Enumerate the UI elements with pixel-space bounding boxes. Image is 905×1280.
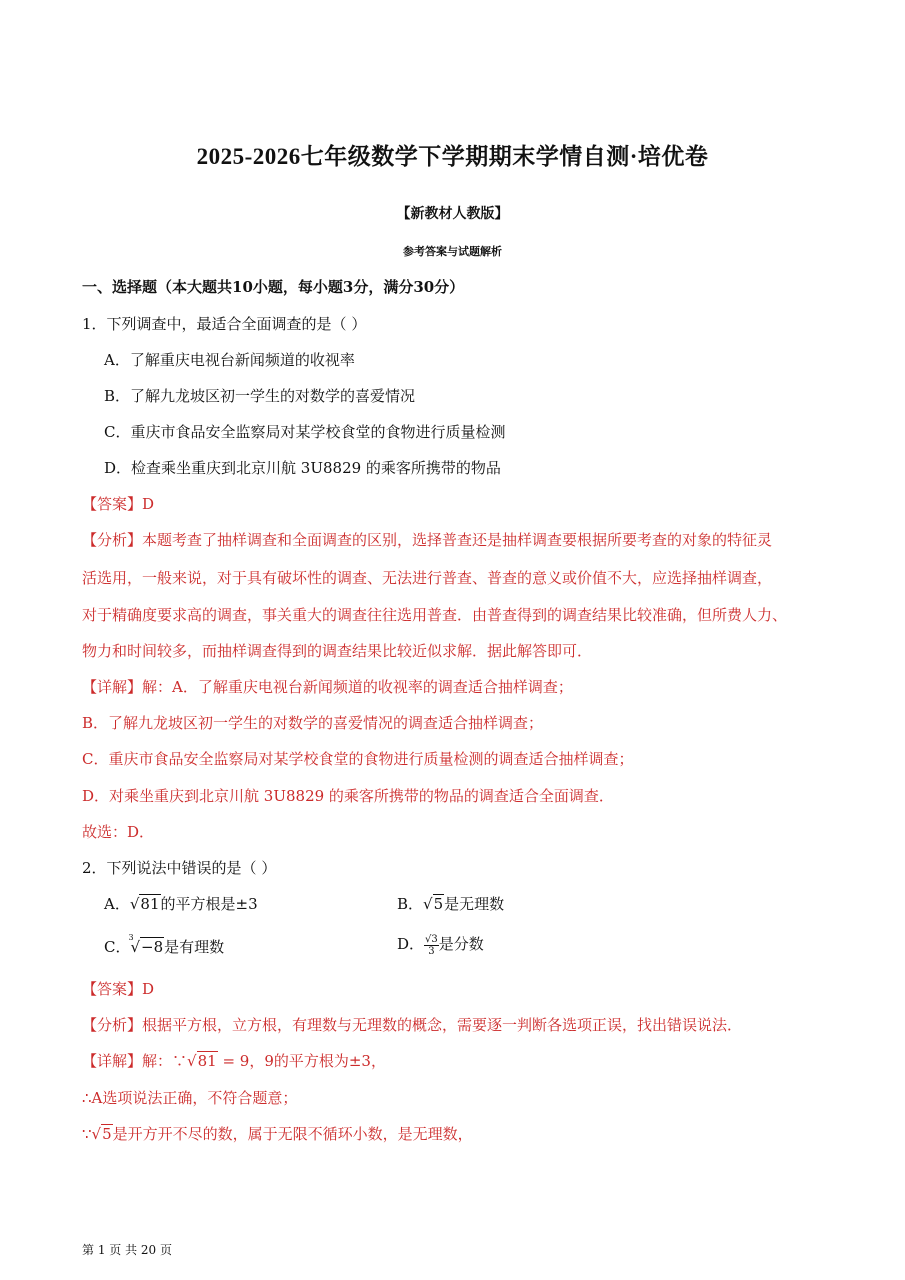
question-1-conclusion: 故选：D． (82, 823, 155, 841)
question-2-detail-line-1 (82, 1050, 386, 1071)
document-title: 2025-2026七年级数学下学期期末学情自测·培优卷 (196, 144, 709, 169)
question-1-option-c: C．重庆市食品安全监察局对某学校食堂的食物进行质量检测 (104, 423, 506, 441)
option-c-text: 是有理数 (164, 938, 225, 956)
question-2-analysis: 【分析】根据平方根，立方根，有理数与无理数的概念，需要逐一判断各选项正误，找出错误说法． (82, 1016, 743, 1034)
option-c-prefix: C． (104, 938, 131, 956)
question-1-option-b: B．了解九龙坡区初一学生的对数学的喜爱情况 (104, 387, 416, 405)
answer-value: D (142, 495, 155, 513)
question-2-detail-line-3 (82, 1123, 473, 1144)
detail-text: = 9，9的平方根为±3， (217, 1052, 386, 1070)
question-2-option-b (397, 893, 504, 914)
answer-tag: 【答案】 (82, 495, 143, 513)
answer-analysis-label: 参考答案与试题解析 (403, 245, 502, 258)
question-1-option-d: D．检查乘坐重庆到北京川航 3U8829 的乘客所携带的物品 (104, 459, 501, 477)
question-1-stem: 1．下列调查中，最适合全面调查的是（ ） (82, 315, 367, 333)
radicand: 81 (197, 1052, 217, 1070)
root-index: 3 (128, 933, 134, 942)
radicand: 5 (433, 895, 444, 913)
sqrt-5: √5 (423, 895, 444, 913)
edition-label: 【新教材人教版】 (396, 206, 509, 222)
question-2-answer (82, 978, 154, 999)
option-d-prefix: D． (397, 935, 425, 953)
answer-value: D (142, 980, 155, 998)
option-a-prefix: A． (104, 895, 130, 913)
radicand: 5 (102, 1125, 112, 1143)
question-1-analysis-line-3: 对于精确度要求高的调查，事关重大的调查往往选用普查．由普查得到的调查结果比较准确，但所费人力、 (82, 606, 788, 624)
question-2-option-c (104, 933, 225, 957)
question-1-analysis-line-4: 物力和时间较多，而抽样调查得到的调查结果比较近似求解．据此解答即可． (82, 642, 593, 660)
question-1-option-a: A．了解重庆电视台新闻频道的收视率 (104, 351, 355, 369)
sqrt-5: √5 (91, 1125, 112, 1143)
question-1-detail-line-3: C．重庆市食品安全监察局对某学校食堂的食物进行质量检测的调查适合抽样调查； (82, 750, 634, 768)
option-b-text: 是无理数 (444, 895, 505, 913)
question-1-detail-line-4: D．对乘坐重庆到北京川航 3U8829 的乘客所携带的物品的调查适合全面调查． (82, 787, 614, 805)
question-2-option-d (397, 933, 484, 957)
fraction-sqrt3-over-3 (424, 934, 439, 957)
question-2-detail-line-2: ∴A选项说法正确，不符合题意； (82, 1089, 298, 1107)
question-1-detail-line-1: 【详解】解：A．了解重庆电视台新闻频道的收视率的调查适合抽样调查； (82, 678, 573, 696)
option-a-text: 的平方根是±3 (160, 895, 258, 913)
numerator: √3 (425, 933, 438, 945)
section-heading: 一、选择题（本大题共10小题，每小题3分，满分30分） (82, 278, 465, 296)
cube-root-minus-8: 3 √−8 (128, 933, 164, 956)
radicand: −8 (141, 938, 164, 956)
question-1-analysis-line-1: 【分析】本题考查了抽样调查和全面调查的区别，选择普查还是抽样调查要根据所要考查的对象的特征灵 (82, 531, 773, 549)
denominator: 3 (428, 945, 435, 957)
because-symbol: ∵ (82, 1125, 92, 1143)
detail-prefix: 【详解】解：∵ (82, 1052, 188, 1070)
sqrt-81: √81 (187, 1052, 217, 1070)
answer-tag: 【答案】 (82, 980, 143, 998)
option-d-text: 是分数 (438, 935, 484, 953)
question-1-answer (82, 493, 154, 514)
detail-text: 是开方开不尽的数，属于无限不循环小数，是无理数， (112, 1125, 473, 1143)
question-1-analysis-line-2: 活选用，一般来说，对于具有破坏性的调查、无法进行普查、普查的意义或价值不大，应选择抽样调查， (82, 569, 773, 587)
question-1-detail-line-2: B．了解九龙坡区初一学生的对数学的喜爱情况的调查适合抽样调查； (82, 714, 544, 732)
page-number-footer: 第 1 页 共 20 页 (82, 1243, 172, 1257)
option-b-prefix: B． (397, 895, 424, 913)
sqrt-81: √81 (129, 895, 160, 913)
radicand: 81 (140, 895, 160, 913)
question-2-stem: 2．下列说法中错误的是（ ） (82, 859, 277, 877)
question-2-option-a (104, 893, 258, 914)
